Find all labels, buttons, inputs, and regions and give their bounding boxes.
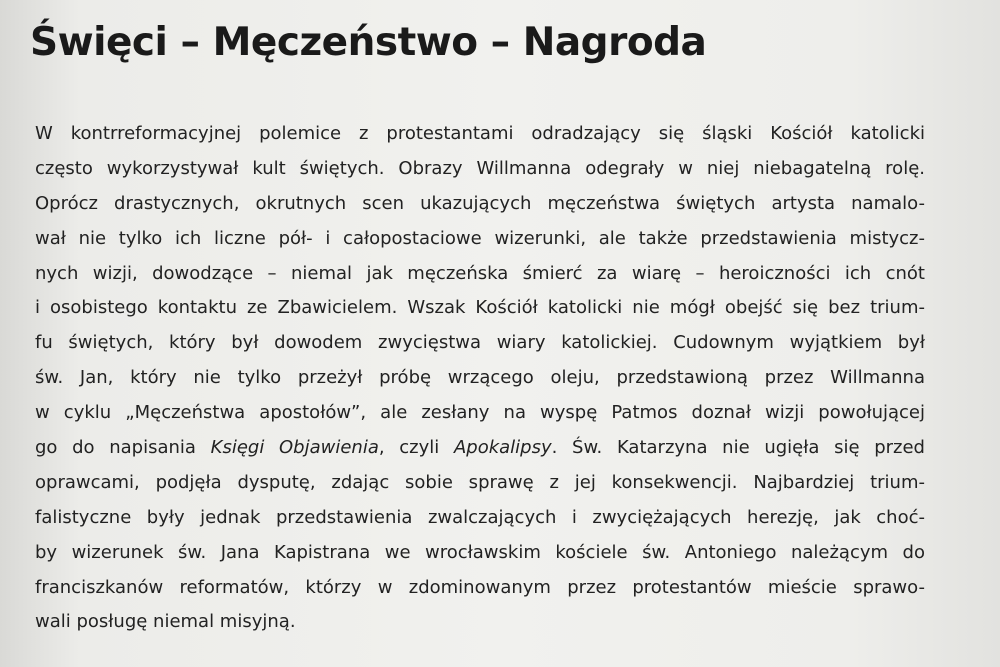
text-line-1: W kontrreformacyjnej polemice z protestantami odradzający się śląski Kościół katolicki [35,123,925,144]
italic-title-apokalipsy: Apokalipsy [453,437,552,459]
text-line-4: wał nie tylko ich liczne pół- i całopostaciowe wizerunki, ale także przedstawienia mistycz- [35,227,925,249]
text-line-10-part-3: . Św. Katarzyna nie ugięła się przed [551,437,925,459]
text-line-10-part-1: go do napisania [35,437,211,459]
text-line-2: często wykorzystywał kult świętych. Obrazy Willmanna odegrały w niej niebagatelną rolę. [35,157,925,179]
text-line-12: falistyczne były jednak przedstawienia zwalczających i zwyciężających herezję, jak choć- [35,506,925,528]
text-line-10 [35,431,925,466]
text-line-3: Oprócz drastycznych, okrutnych scen ukazujących męczeństwa świętych artysta namalo- [35,192,925,214]
text-line-5: nych wizji, dowodzące – niemal jak męczeńska śmierć za wiarę – heroiczności ich cnót [35,262,925,284]
text-line-11: oprawcami, podjęła dysputę, zdając sobie sprawę z jej konsekwencji. Najbardziej trium- [35,471,925,493]
text-line-9: w cyklu „Męczeństwa apostołów”, ale zesłany na wyspę Patmos doznał wizji powołującej [35,402,925,424]
text-line-10-part-2: , czyli [378,437,454,459]
text-line-8: św. Jan, który nie tylko przeżył próbę wrzącego oleju, przedstawioną przez Willmanna [35,367,925,389]
italic-title-ksiegi-objawienia: Księgi Objawienia [210,437,379,459]
text-line-13: by wizerunek św. Jana Kapistrana we wrocławskim kościele św. Antoniego należącym do [35,541,925,563]
text-line-6: i osobistego kontaktu ze Zbawicielem. Wszak Kościół katolicki nie mógł obejść się bez trium- [35,297,925,319]
panel-body-text [35,117,925,640]
text-line-15: wali posługę niemal misyjną. [35,611,296,633]
text-line-14: franciszkanów reformatów, którzy w zdominowanym przez protestantów mieście sprawo- [35,576,925,598]
text-line-7: fu świętych, który był dowodem zwycięstwa wiary katolickiej. Cudownym wyjątkiem był [35,332,925,354]
panel-title: Święci – Męczeństwo – Nagroda [30,20,707,65]
